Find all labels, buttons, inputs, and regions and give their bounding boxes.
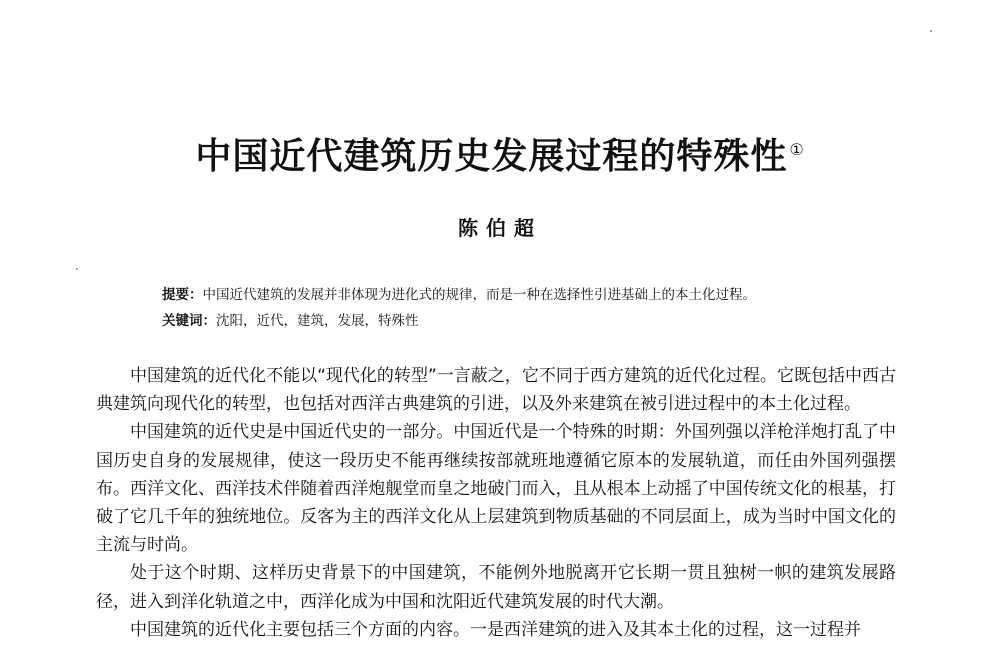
body-paragraph: 中国建筑的近代史是中国近代史的一部分。中国近代是一个特殊的时期：外国列强以洋枪洋炮打乱了中国历史自身的发展规律，使这一段历史不能再继续按部就班地遵循它原本的发展轨道，而任由外国列强摆布。西洋文化、西洋技术伴随着西洋炮舰堂而皇之地破门而入，且从根本上动摇了中国传统文化的根基，打破了它几千年的独统地位。反客为主的西洋文化从上层建筑到物质基础的不同层面上，成为当时中国文化的主流与时尚。 <box>96 422 896 556</box>
body-paragraph: 中国建筑的近代化不能以“现代化的转型”一言蔽之，它不同于西方建筑的近代化过程。它既包括中西古典建筑向现代化的转型，也包括对西洋古典建筑的引进，以及外来建筑在被引进过程中的本土化过程。 <box>96 366 896 415</box>
body-paragraph: 中国建筑的近代化主要包括三个方面的内容。一是西洋建筑的进入及其本土化的过程，这一过程并 <box>130 619 861 640</box>
keywords-text: 沈阳，近代，建筑，发展，特殊性 <box>216 313 419 329</box>
body-paragraph: 处于这个时期、这样历史背景下的中国建筑，不能例外地脱离开它长期一贯且独树一帜的建筑发展路径，进入到洋化轨道之中，西洋化成为中国和沈阳近代建筑发展的时代大潮。 <box>96 563 896 612</box>
abstract-label: 提要： <box>162 287 203 303</box>
scan-speck <box>76 268 78 270</box>
body-text <box>96 362 896 644</box>
abstract-text: 中国近代建筑的发展并非体现为进化式的规律，而是一种在选择性引进基础上的本土化过程。 <box>202 287 756 303</box>
author-name: 陈伯超 <box>458 216 542 240</box>
keywords <box>162 310 419 332</box>
paper-title <box>0 128 1000 179</box>
paper-title-text: 中国近代建筑历史发展过程的特殊性 <box>195 136 788 177</box>
abstract <box>162 284 756 306</box>
scan-speck <box>930 30 932 32</box>
title-footnote-mark: ① <box>789 140 805 159</box>
keywords-label: 关键词： <box>162 313 216 329</box>
